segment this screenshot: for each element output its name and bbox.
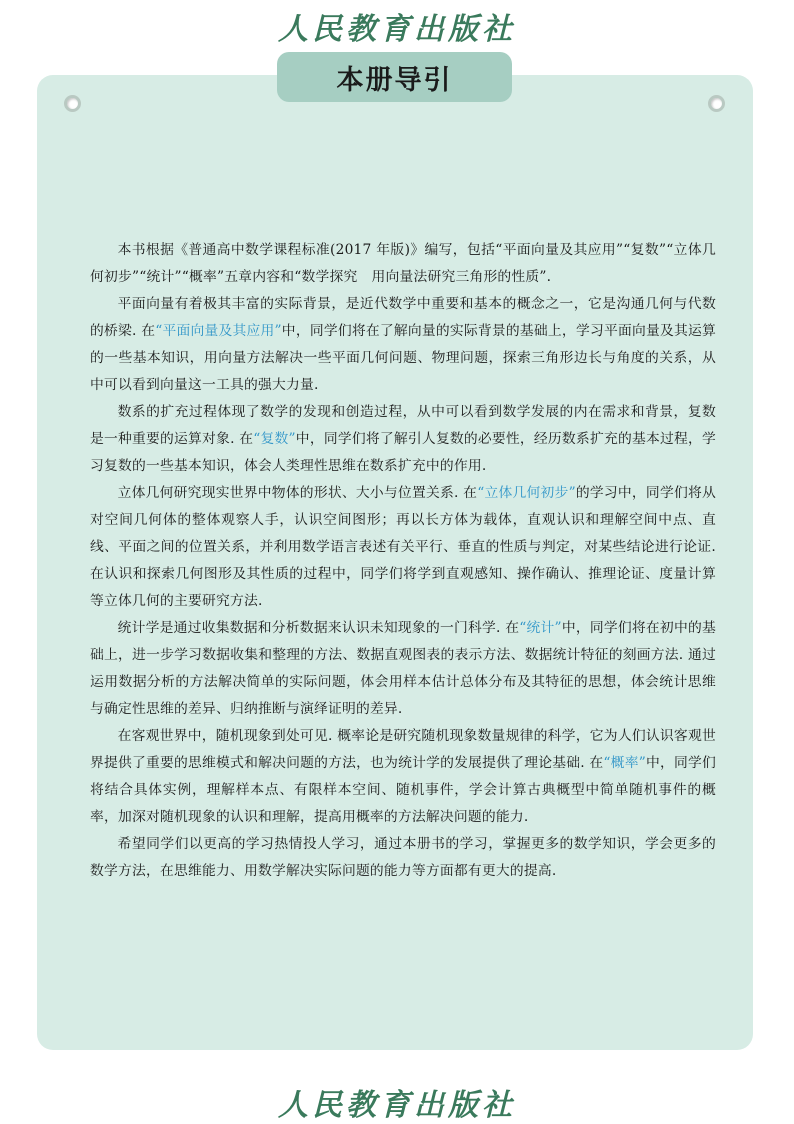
text-run: 数系的扩充过程体现了数学的发现和创造过程，从中可以看到数学发展的内在需求和背景，复数是一种重要的运算对象. 在 xyxy=(90,404,716,447)
title-tab xyxy=(277,52,512,102)
paragraph-2 xyxy=(90,291,716,399)
paragraph-1 xyxy=(90,237,716,291)
paragraph-3 xyxy=(90,399,716,480)
paragraph-5 xyxy=(90,615,716,723)
paragraph-7 xyxy=(90,831,716,885)
chapter-highlight-statistics: “统计” xyxy=(519,620,562,636)
chapter-highlight-vector: “平面向量及其应用” xyxy=(155,323,282,339)
text-run: 平面向量有着极其丰富的实际背景，是近代数学中重要和基本的概念之一，它是沟通几何与代数的桥梁. 在 xyxy=(90,296,716,339)
publisher-logo-top: 人民教育出版社 xyxy=(278,12,516,47)
binder-hole-left-icon xyxy=(64,95,81,112)
text-run: 本书根据《普通高中数学课程标准(2017 年版)》编写，包括“平面向量及其应用”“复数”“立体几何初步”“统计”“概率”五章内容和“数学探究 用向量法研究三角形的性质”. xyxy=(90,242,716,285)
paragraph-6 xyxy=(90,723,716,831)
text-run: 统计学是通过收集数据和分析数据来认识未知现象的一门科学. 在 xyxy=(117,620,520,636)
page-title: 本册导引 xyxy=(336,64,453,96)
paragraph-4 xyxy=(90,480,716,615)
chapter-highlight-geometry: “立体几何初步” xyxy=(477,485,576,501)
text-run: 中，同学们将了解引人复数的必要性，经历数系扩充的基本过程，学习复数的一些基本知识，体会人类理性思维在数系扩充中的作用. xyxy=(90,431,716,474)
binder-hole-right-icon xyxy=(708,95,725,112)
text-run: 中，同学们将在初中的基础上，进一步学习数据收集和整理的方法、数据直观图表的表示方法、数据统计特征的刻画方法. 通过运用数据分析的方法解决简单的实际问题，体会用样本估计总体分布及其特征的思想，体会统计思维与确定性思维的差异、归纳推断与演绎证明的差异. xyxy=(90,620,716,717)
chapter-highlight-probability: “概率” xyxy=(603,755,646,771)
text-run: 立体几何研究现实世界中物体的形状、大小与位置关系. 在 xyxy=(117,485,478,501)
text-run: 希望同学们以更高的学习热情投人学习，通过本册书的学习，掌握更多的数学知识，学会更多的数学方法，在思维能力、用数学解决实际问题的能力等方面都有更大的提高. xyxy=(90,836,716,879)
text-run: 中，同学们将结合具体实例，理解样本点、有限样本空间、随机事件，学会计算古典概型中简单随机事件的概率，加深对随机现象的认识和理解，提高用概率的方法解决问题的能力. xyxy=(90,755,716,825)
intro-text xyxy=(90,237,716,885)
publisher-logo-bottom: 人民教育出版社 xyxy=(278,1088,516,1123)
text-run: 的学习中，同学们将从对空间几何体的整体观察人手，认识空间图形；再以长方体为载体，直观认识和理解空间中点、直线、平面之间的位置关系，并利用数学语言表述有关平行、垂直的性质与判定，对某些结论进行论证. 在认识和探索几何图形及其性质的过程中，同学们将学到直观感知、操作确认、推理论证、度量计算等立体几何的主要研究方法. xyxy=(90,485,716,609)
chapter-highlight-complex: “复数” xyxy=(253,431,296,447)
text-run: 中，同学们将在了解向量的实际背景的基础上，学习平面向量及其运算的一些基本知识，用向量方法解决一些平面几何问题、物理问题，探索三角形边长与角度的关系，从中可以看到向量这一工具的强大力量. xyxy=(90,323,716,393)
text-run: 在客观世界中，随机现象到处可见. 概率论是研究随机现象数量规律的科学，它为人们认识客观世界提供了重要的思维模式和解决问题的方法，也为统计学的发展提供了理论基础. 在 xyxy=(90,728,716,771)
